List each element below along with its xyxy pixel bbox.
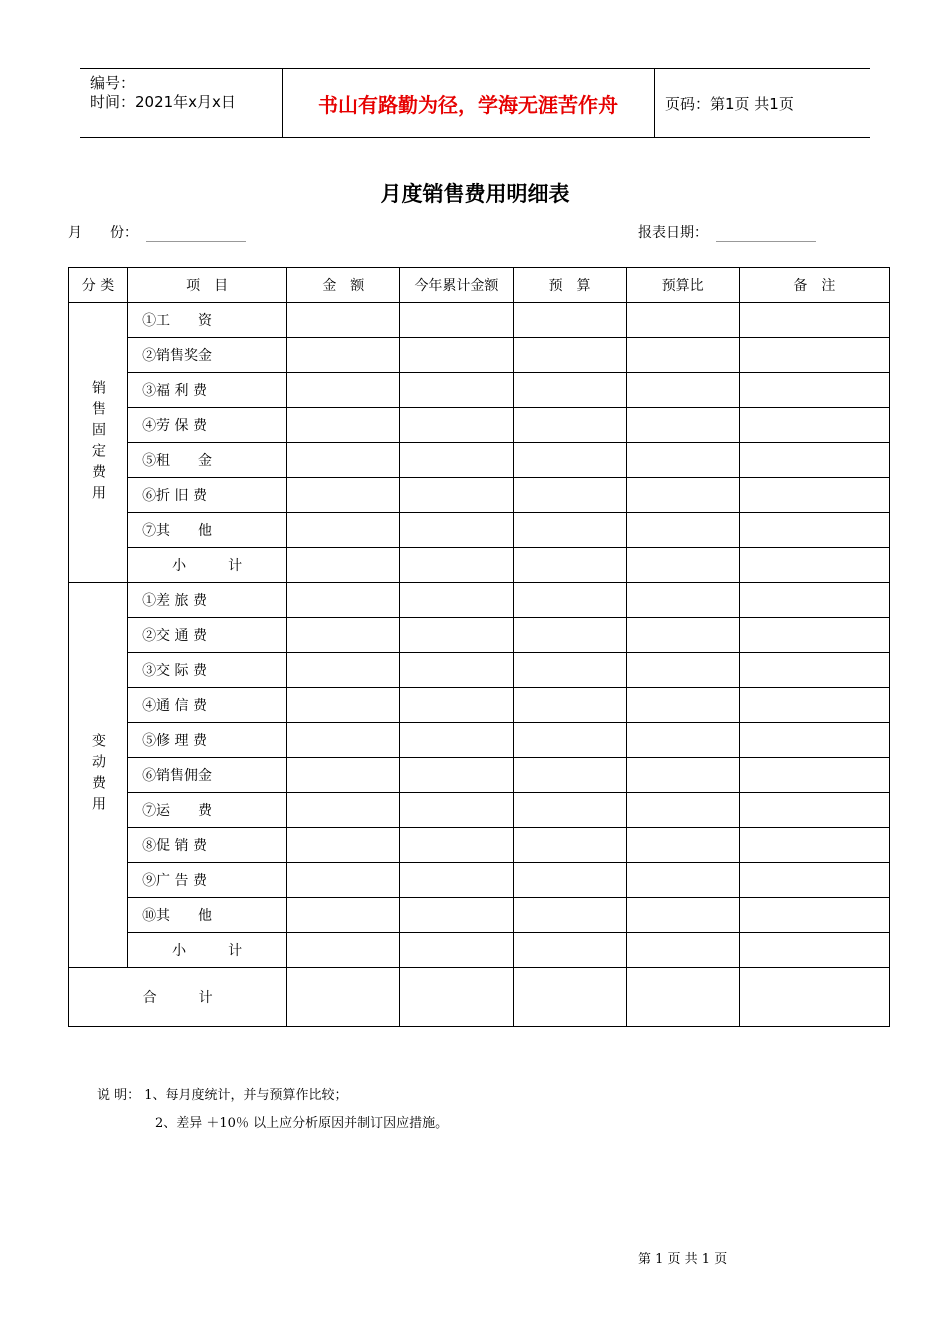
value-cell[interactable] <box>400 373 513 408</box>
page-info: 页码：第1页 共1页 <box>665 95 794 113</box>
table-row <box>69 863 890 898</box>
value-cell[interactable] <box>513 513 626 548</box>
value-cell[interactable] <box>287 653 400 688</box>
value-cell[interactable] <box>739 303 889 338</box>
variable-category-label: 变动费用 <box>90 733 107 817</box>
table-row <box>69 513 890 548</box>
value-cell[interactable] <box>513 968 626 1027</box>
value-cell[interactable] <box>626 863 739 898</box>
total-row <box>69 968 890 1027</box>
month-input-line[interactable] <box>146 223 246 242</box>
subtotal-label: 小 计 <box>128 933 287 968</box>
value-cell[interactable] <box>400 548 513 583</box>
value-cell[interactable] <box>400 863 513 898</box>
item-label: ⑦其 他 <box>128 513 287 548</box>
item-label: ①差 旅 费 <box>128 583 287 618</box>
value-cell[interactable] <box>626 513 739 548</box>
header-info-cell <box>80 69 283 137</box>
report-date-field <box>638 222 816 242</box>
value-cell[interactable] <box>513 898 626 933</box>
value-cell[interactable] <box>739 478 889 513</box>
page-footer: 第 1 页 共 1 页 <box>638 1252 728 1267</box>
table-row <box>69 408 890 443</box>
value-cell[interactable] <box>287 828 400 863</box>
value-cell[interactable] <box>626 898 739 933</box>
value-cell[interactable] <box>513 688 626 723</box>
document-header <box>80 68 870 138</box>
value-cell[interactable] <box>739 863 889 898</box>
value-cell[interactable] <box>739 898 889 933</box>
value-cell[interactable] <box>400 443 513 478</box>
value-cell[interactable] <box>513 583 626 618</box>
value-cell[interactable] <box>513 303 626 338</box>
value-cell[interactable] <box>400 793 513 828</box>
value-cell[interactable] <box>513 618 626 653</box>
value-cell[interactable] <box>400 828 513 863</box>
report-date-input-line[interactable] <box>716 223 816 242</box>
value-cell[interactable] <box>626 338 739 373</box>
value-cell[interactable] <box>287 933 400 968</box>
report-date-label: 报表日期： <box>638 225 708 241</box>
value-cell[interactable] <box>739 968 889 1027</box>
header-ytd-amount: 今年累计金额 <box>400 268 513 303</box>
value-cell[interactable] <box>513 828 626 863</box>
page-title: 月度销售费用明细表 <box>380 181 570 206</box>
value-cell[interactable] <box>739 688 889 723</box>
value-cell[interactable] <box>287 443 400 478</box>
table-row <box>69 443 890 478</box>
value-cell[interactable] <box>739 548 889 583</box>
month-label: 月 份： <box>68 225 138 241</box>
total-label: 合 计 <box>69 968 287 1027</box>
value-cell[interactable] <box>513 408 626 443</box>
value-cell[interactable] <box>626 548 739 583</box>
header-budget-ratio: 预算比 <box>626 268 739 303</box>
item-label: ①工 资 <box>128 303 287 338</box>
value-cell[interactable] <box>287 548 400 583</box>
value-cell[interactable] <box>513 723 626 758</box>
table-row <box>69 758 890 793</box>
value-cell[interactable] <box>287 583 400 618</box>
item-label: ⑤修 理 费 <box>128 723 287 758</box>
value-cell[interactable] <box>626 933 739 968</box>
value-cell[interactable] <box>739 443 889 478</box>
table-row <box>69 653 890 688</box>
item-label: ③福 利 费 <box>128 373 287 408</box>
header-item: 项 目 <box>128 268 287 303</box>
value-cell[interactable] <box>626 793 739 828</box>
value-cell[interactable] <box>626 723 739 758</box>
notes <box>97 1082 448 1138</box>
item-label: ⑦运 费 <box>128 793 287 828</box>
item-label: ⑤租 金 <box>128 443 287 478</box>
value-cell[interactable] <box>739 513 889 548</box>
value-cell[interactable] <box>287 303 400 338</box>
value-cell[interactable] <box>626 758 739 793</box>
value-cell[interactable] <box>739 408 889 443</box>
value-cell[interactable] <box>287 723 400 758</box>
subtotal-label: 小 计 <box>128 548 287 583</box>
table-row <box>69 373 890 408</box>
value-cell[interactable] <box>626 828 739 863</box>
value-cell[interactable] <box>287 758 400 793</box>
value-cell[interactable] <box>287 373 400 408</box>
value-cell[interactable] <box>400 478 513 513</box>
fixed-category-cell <box>69 303 128 583</box>
value-cell[interactable] <box>513 793 626 828</box>
value-cell[interactable] <box>513 653 626 688</box>
value-cell[interactable] <box>513 373 626 408</box>
item-label: ⑧促 销 费 <box>128 828 287 863</box>
item-label: ②交 通 费 <box>128 618 287 653</box>
note-line-1: 说 明： 1、每月度统计，并与预算作比较； <box>97 1088 348 1103</box>
value-cell[interactable] <box>739 618 889 653</box>
table-row <box>69 688 890 723</box>
value-cell[interactable] <box>400 653 513 688</box>
item-label: ⑩其 他 <box>128 898 287 933</box>
value-cell[interactable] <box>626 583 739 618</box>
table-row <box>69 478 890 513</box>
value-cell[interactable] <box>626 968 739 1027</box>
value-cell[interactable] <box>400 758 513 793</box>
value-cell[interactable] <box>739 933 889 968</box>
value-cell[interactable] <box>626 478 739 513</box>
variable-category-cell <box>69 583 128 968</box>
value-cell[interactable] <box>513 548 626 583</box>
value-cell[interactable] <box>400 898 513 933</box>
value-cell[interactable] <box>626 408 739 443</box>
value-cell[interactable] <box>400 303 513 338</box>
item-label: ③交 际 费 <box>128 653 287 688</box>
value-cell[interactable] <box>400 408 513 443</box>
table-row <box>69 793 890 828</box>
value-cell[interactable] <box>400 583 513 618</box>
value-cell[interactable] <box>287 898 400 933</box>
header-category: 分 类 <box>69 268 128 303</box>
value-cell[interactable] <box>626 688 739 723</box>
value-cell[interactable] <box>626 653 739 688</box>
header-remarks: 备 注 <box>739 268 889 303</box>
value-cell[interactable] <box>287 478 400 513</box>
value-cell[interactable] <box>400 513 513 548</box>
value-cell[interactable] <box>287 793 400 828</box>
subtotal-row <box>69 548 890 583</box>
value-cell[interactable] <box>400 618 513 653</box>
item-label: ⑨广 告 费 <box>128 863 287 898</box>
table-row <box>69 828 890 863</box>
item-label: ⑥销售佣金 <box>128 758 287 793</box>
value-cell[interactable] <box>400 688 513 723</box>
value-cell[interactable] <box>287 338 400 373</box>
value-cell[interactable] <box>287 688 400 723</box>
value-cell[interactable] <box>739 828 889 863</box>
value-cell[interactable] <box>513 443 626 478</box>
item-label: ②销售奖金 <box>128 338 287 373</box>
value-cell[interactable] <box>287 863 400 898</box>
item-label: ④通 信 费 <box>128 688 287 723</box>
value-cell[interactable] <box>400 933 513 968</box>
subtotal-row <box>69 933 890 968</box>
value-cell[interactable] <box>626 443 739 478</box>
value-cell[interactable] <box>287 513 400 548</box>
table-row <box>69 583 890 618</box>
header-budget: 预 算 <box>513 268 626 303</box>
number-label: 编号： <box>90 74 136 92</box>
value-cell[interactable] <box>739 723 889 758</box>
item-label: ④劳 保 费 <box>128 408 287 443</box>
header-amount: 金 额 <box>287 268 400 303</box>
table-row <box>69 303 890 338</box>
value-cell[interactable] <box>287 618 400 653</box>
value-cell[interactable] <box>513 933 626 968</box>
table-header-row <box>69 268 890 303</box>
fixed-category-label: 销售固定费用 <box>90 379 107 506</box>
slogan: 书山有路勤为径，学海无涯苦作舟 <box>282 69 655 137</box>
value-cell[interactable] <box>626 373 739 408</box>
time-label: 时间：2021年x月x日 <box>90 93 236 111</box>
note-line-2: 2、差异 ＋10％ 以上应分析原因并制订因应措施。 <box>155 1116 449 1131</box>
value-cell[interactable] <box>513 478 626 513</box>
month-field <box>68 222 246 242</box>
table-row <box>69 338 890 373</box>
value-cell[interactable] <box>400 723 513 758</box>
value-cell[interactable] <box>739 758 889 793</box>
expense-table <box>68 267 890 1027</box>
value-cell[interactable] <box>513 863 626 898</box>
value-cell[interactable] <box>513 338 626 373</box>
item-label: ⑥折 旧 费 <box>128 478 287 513</box>
table-row <box>69 618 890 653</box>
table-row <box>69 723 890 758</box>
value-cell[interactable] <box>739 793 889 828</box>
value-cell[interactable] <box>739 583 889 618</box>
value-cell[interactable] <box>626 618 739 653</box>
value-cell[interactable] <box>400 338 513 373</box>
value-cell[interactable] <box>739 338 889 373</box>
value-cell[interactable] <box>513 758 626 793</box>
value-cell[interactable] <box>626 303 739 338</box>
value-cell[interactable] <box>739 653 889 688</box>
value-cell[interactable] <box>739 373 889 408</box>
value-cell[interactable] <box>287 968 400 1027</box>
table-row <box>69 898 890 933</box>
value-cell[interactable] <box>287 408 400 443</box>
value-cell[interactable] <box>400 968 513 1027</box>
